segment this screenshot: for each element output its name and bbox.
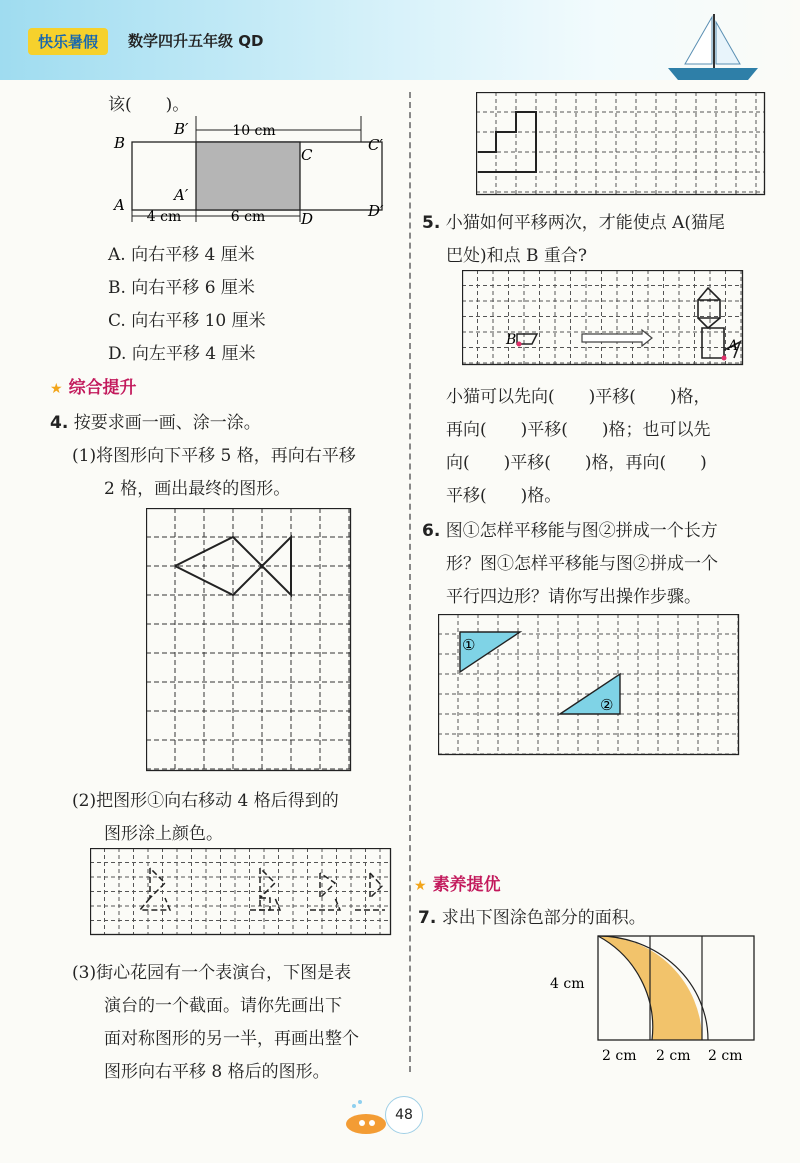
sailboat-icon bbox=[660, 12, 770, 82]
q5-line2: 巴处)和点 B 重合? bbox=[446, 246, 588, 266]
brand-badge: 快乐暑假 bbox=[28, 28, 108, 55]
star-icon: ★ bbox=[414, 878, 427, 894]
q5-answer-line3[interactable]: 向( )平移( )格，再向( ) bbox=[446, 453, 707, 473]
q5-answer-line4[interactable]: 平移( )格。 bbox=[446, 486, 562, 506]
grid-shapes-part2[interactable] bbox=[90, 848, 392, 936]
length-label-10cm: 10 cm bbox=[232, 123, 276, 139]
point-b-dot bbox=[517, 342, 522, 347]
width-label-1: 2 cm bbox=[602, 1048, 637, 1064]
length-label-6cm: 6 cm bbox=[230, 209, 266, 225]
q6-line1: 6. 图①怎样平移能与图②拼成一个长方 bbox=[422, 521, 718, 541]
q5-answer-line2[interactable]: 再向( )平移( )格；也可以先 bbox=[446, 420, 711, 440]
q6-line3: 平行四边形？请你写出操作步骤。 bbox=[446, 587, 701, 607]
subject-title: 数学四升五年级 QD bbox=[128, 32, 264, 50]
q7-prompt: 7. 求出下图涂色部分的面积。 bbox=[418, 908, 646, 928]
triangle-2-label: ② bbox=[600, 696, 614, 714]
submarine-icon bbox=[340, 1096, 390, 1140]
rectangle-translation-figure bbox=[108, 112, 408, 230]
page-number: 48 bbox=[385, 1096, 423, 1134]
point-a-dot bbox=[722, 356, 727, 361]
grid-fish-figure[interactable] bbox=[146, 508, 352, 772]
choice-a[interactable]: A. 向右平移 4 厘米 bbox=[108, 245, 255, 265]
point-label-Dp: D′ bbox=[368, 202, 384, 220]
height-label: 4 cm bbox=[550, 976, 585, 992]
point-label-Ap: A′ bbox=[174, 186, 189, 204]
shaded-area-figure bbox=[546, 928, 766, 1070]
q4-part2-line2: 图形涂上颜色。 bbox=[104, 824, 223, 844]
point-label-C: C bbox=[301, 146, 313, 164]
length-label-4cm: 4 cm bbox=[146, 209, 182, 225]
triangle-1-label: ① bbox=[462, 636, 476, 654]
column-divider bbox=[409, 92, 411, 1072]
choice-c[interactable]: C. 向右平移 10 厘米 bbox=[108, 311, 266, 331]
width-label-3: 2 cm bbox=[708, 1048, 743, 1064]
section-heading-comprehensive: ★ 综合提升 bbox=[50, 378, 137, 398]
choice-b[interactable]: B. 向右平移 6 厘米 bbox=[108, 278, 255, 298]
point-label-Bp: B′ bbox=[174, 120, 189, 138]
point-label-A-cat: A bbox=[728, 338, 739, 354]
q4-part3-line1: (3)街心花园有一个表演台，下图是表 bbox=[72, 963, 352, 983]
q4-part3-line2: 演台的一个截面。请你先画出下 bbox=[104, 996, 342, 1016]
q4-part2-line1: (2)把图形①向右移动 4 格后得到的 bbox=[72, 791, 339, 811]
q4-part3-line4: 图形向右平移 8 格后的图形。 bbox=[104, 1062, 330, 1082]
q4-part1-line1: (1)将图形向下平移 5 格，再向右平移 bbox=[72, 446, 356, 466]
section-heading-excellence: ★ 素养提优 bbox=[414, 875, 501, 895]
grid-cat-figure[interactable] bbox=[462, 270, 744, 366]
q6-line2: 形？图①怎样平移能与图②拼成一个 bbox=[446, 554, 718, 574]
point-label-D: D bbox=[301, 210, 314, 228]
grid-triangles-figure[interactable] bbox=[438, 614, 740, 756]
grid-stair-figure[interactable] bbox=[476, 92, 766, 196]
point-label-A: A bbox=[114, 196, 125, 214]
star-icon: ★ bbox=[50, 381, 63, 397]
q5-answer-line1[interactable]: 小猫可以先向( )平移( )格， bbox=[446, 387, 711, 407]
choice-d[interactable]: D. 向左平移 4 厘米 bbox=[108, 344, 256, 364]
point-label-Cp: C′ bbox=[368, 136, 383, 154]
point-label-B: B bbox=[114, 134, 126, 152]
q4-part3-line3: 面对称图形的另一半，再画出整个 bbox=[104, 1029, 359, 1049]
width-label-2: 2 cm bbox=[656, 1048, 691, 1064]
q4-prompt: 4. 按要求画一画、涂一涂。 bbox=[50, 413, 261, 433]
previous-question-tail: 该( )。 bbox=[108, 95, 190, 115]
point-label-B-cat: B bbox=[506, 332, 517, 348]
q4-part1-line2: 2 格，画出最终的图形。 bbox=[104, 479, 291, 499]
q5-line1: 5. 小猫如何平移两次，才能使点 A(猫尾 bbox=[422, 213, 726, 233]
